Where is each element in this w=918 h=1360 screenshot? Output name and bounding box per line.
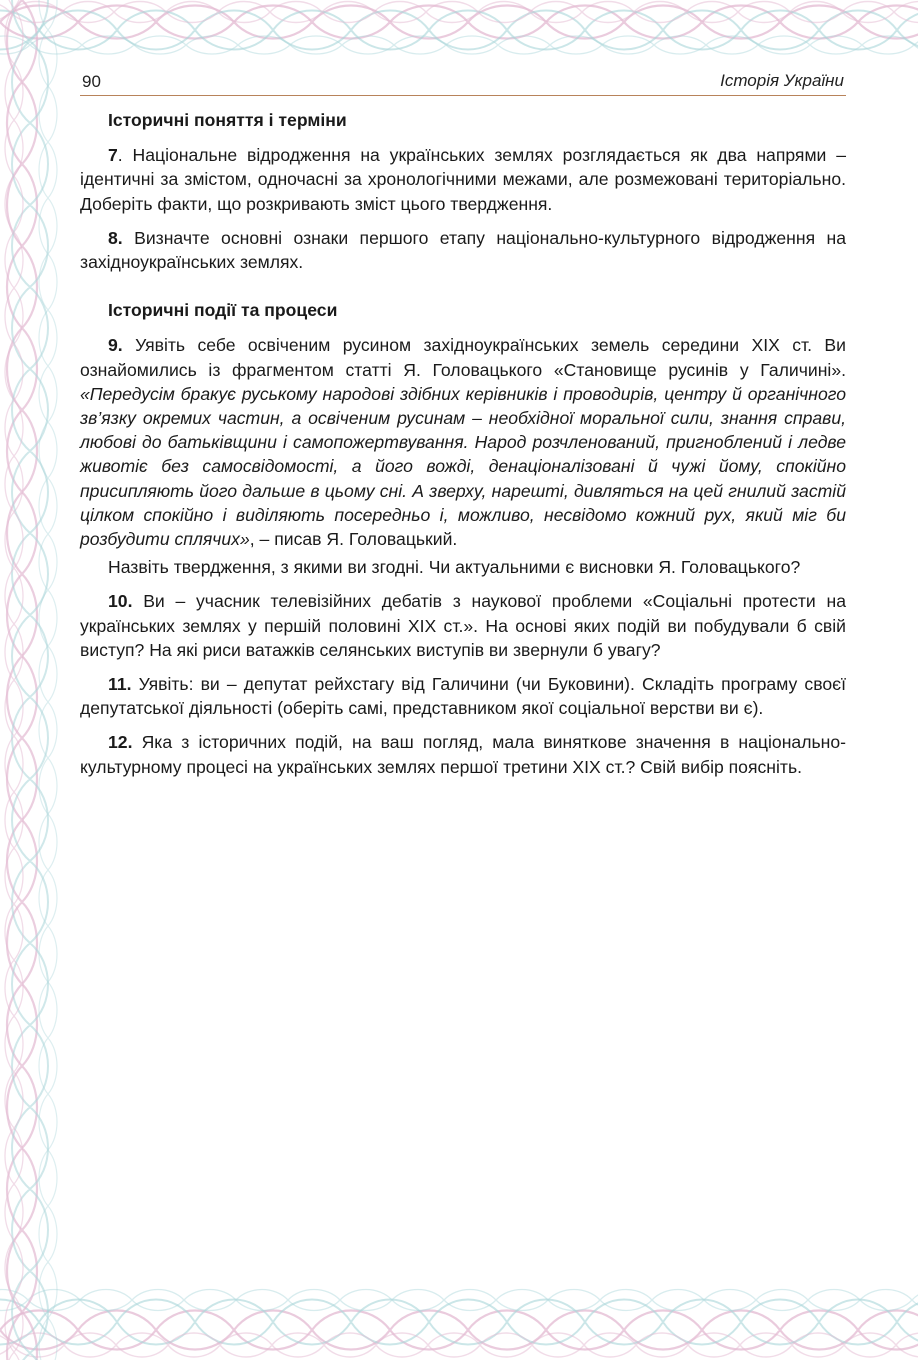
task-text: Ви – учасник телевізійних дебатів з наукової проблеми «Соціальні протести на українських землях у першій половині XIX ст.». На основі яких подій ви побудували б свій виступ? На які риси ватажків селянських виступів ви звернули б увагу? (80, 591, 846, 660)
task-number: 7 (108, 145, 118, 166)
task-7 (80, 143, 846, 216)
running-title: Історія України (720, 71, 844, 90)
lace-stroke (12, 0, 48, 1360)
task-8 (80, 226, 846, 274)
task-text: Уявіть себе освіченим русином західноукраїнських земель середини XIX ст. Ви ознайомились із фрагментом статті Я. Головацького «Становище русинів у Галичині». (80, 335, 846, 380)
task-text: . Національне відродження на українських землях розглядається як два напрями – ідентичні за змістом, одночасні за хронологічними межами, але розмежовані територіально. Доберіть факти, що розкривають зміст цього твердження. (80, 145, 846, 214)
task-9 (80, 333, 846, 551)
page-number: 90 (82, 72, 101, 91)
section-title-events: Історичні події та процеси (108, 300, 338, 321)
task-9-question: Назвіть твердження, з якими ви згодні. Чи актуальними є висновки Я. Головацького? (108, 557, 801, 578)
task-text-after: , – писав Я. Головацький. (249, 529, 458, 550)
section-title-concepts: Історичні поняття і терміни (108, 110, 347, 130)
task-number: 11. (108, 674, 132, 695)
task-text: Визначте основні ознаки першого етапу національно-культурного відродження на західноукраїнських землях. (80, 227, 846, 273)
task-text: Яка з історичних подій, на ваш погляд, мала винятковe значення в національно-культурному процесі на українських землях першої третини XIX ст.? Свій вибір поясніть. (80, 732, 846, 777)
header-divider (80, 95, 846, 96)
task-number: 12. (108, 732, 133, 753)
task-11 (80, 672, 846, 720)
page-content (80, 108, 846, 789)
task-12 (80, 730, 846, 778)
task-number: 10. (108, 591, 133, 612)
task-10 (80, 589, 846, 662)
task-text: Уявіть: ви – депутат рейхстагу від Галичини (чи Буковини). Складіть програму своєї депутатської діяльності (оберіть самі, представником якої соціальної верстви ви є). (80, 674, 846, 719)
task-number: 8. (108, 227, 123, 248)
task-number: 9. (108, 335, 123, 356)
quote-text: «Передусім бракує руському народові здібних керівників і проводирів, центру й органічного зв’язку окремих частин, а освіченим русинам – необхідної моральної сили, знання справи, любові до батьківщини і самопожертвування. Народ розчленований, пригноблений і ледве животіє без самосвідомості, а його вожді, денаціоналізовані й чужі йому, спокійно присипляють його дальше в цьому сні. А зверху, нарешті, дивляться на цей гнилий застій цілком спокійно і виділяють посередньо і, можливо, несвідомо кожний рух, який міг би розбудити сплячих» (80, 383, 846, 550)
